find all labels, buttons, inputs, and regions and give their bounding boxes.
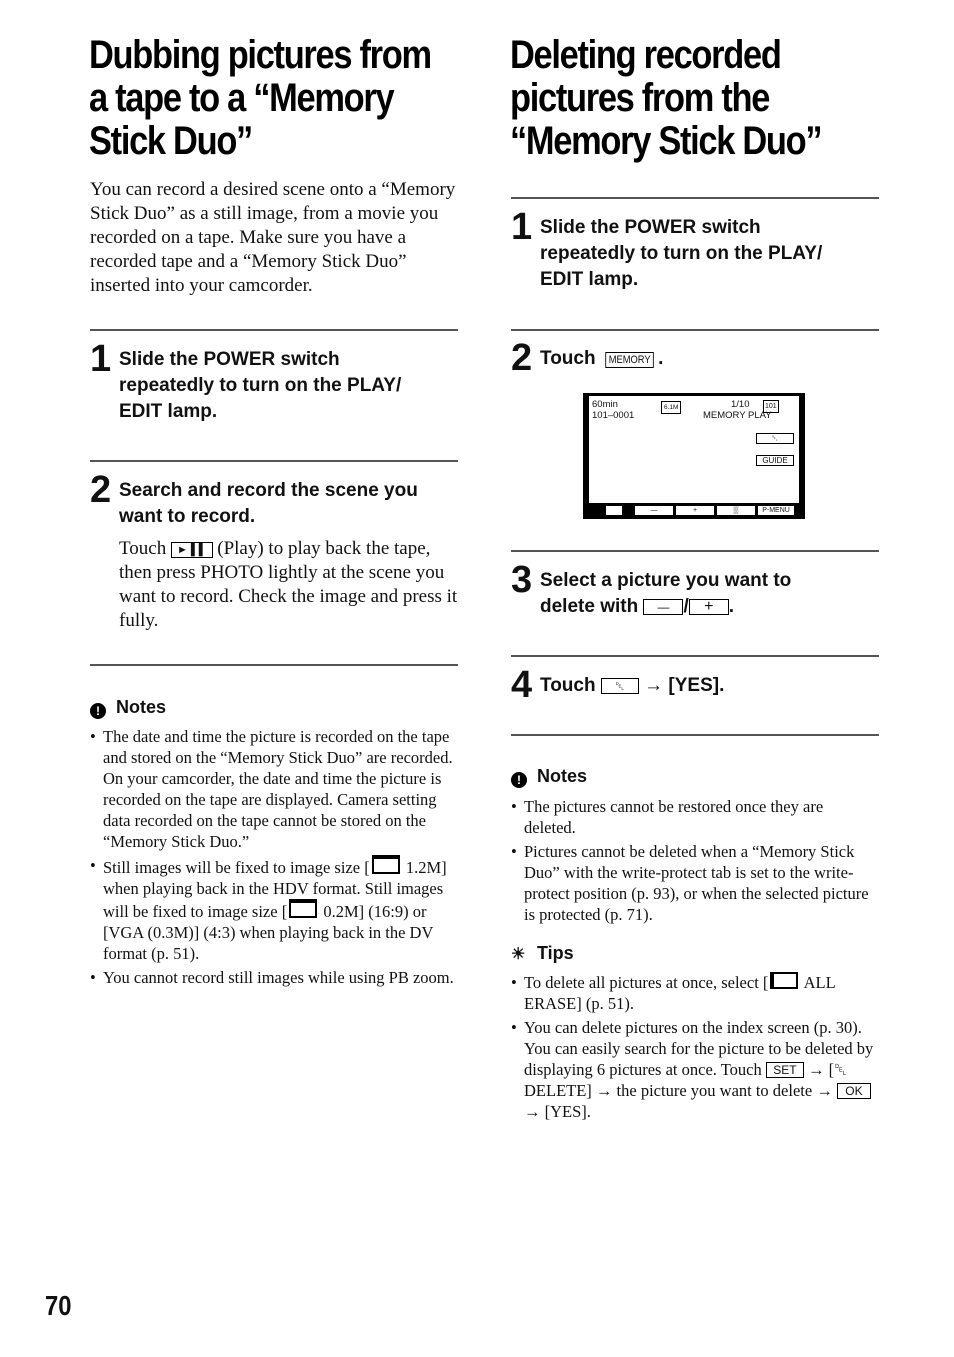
lcd-screen: [583, 393, 805, 519]
play-pause-icon: ► ▌▌: [171, 542, 213, 558]
p-menu-button[interactable]: P-MENU: [757, 505, 795, 516]
right-notes-heading: ! Notes: [511, 766, 587, 788]
divider: [90, 329, 458, 331]
list-item: • Pictures cannot be deleted when a “Memory Stick Duo” with the write-protect tab is set to the write-protect position (p. 93), or when the selected picture is protected (p. 71).: [511, 841, 871, 925]
file-number: 101–0001: [592, 410, 635, 421]
left-intro: You can record a desired scene onto a “Memory Stick Duo” as a still image, from a movie you recorded on a tape. Make sure you have a recorded tape and a “Memory Stick Duo” inserted into your camcorder.: [90, 179, 456, 296]
battery-indicator: 60min: [592, 399, 618, 410]
divider: [511, 550, 879, 552]
divider: [511, 329, 879, 331]
minus-icon: —: [643, 599, 683, 615]
right-notes-list: [511, 796, 871, 928]
list-item: • You cannot record still images while using PB zoom.: [90, 967, 456, 988]
notes-icon: !: [511, 772, 527, 788]
left-step-2-body: Touch ► ▌▌ (Play) to play back the tape, then press PHOTO lightly at the scene you want to record. Check the image and press it fully.: [119, 538, 458, 631]
plus-icon: +: [689, 599, 729, 615]
trash-icon: ␡: [834, 1060, 848, 1079]
plus-button[interactable]: +: [675, 505, 715, 516]
picture-counter: 1/10: [731, 399, 750, 410]
still-image-icon: [289, 899, 317, 918]
divider: [90, 664, 458, 666]
photo-button[interactable]: [605, 505, 623, 516]
guide-button[interactable]: GUIDE: [756, 455, 794, 466]
page-number: 70: [45, 1290, 72, 1321]
memory-stick-icon: [770, 972, 798, 989]
index-button[interactable]: ▒: [716, 505, 756, 516]
tips-list: [511, 972, 875, 1125]
list-item: • You can delete pictures on the index screen (p. 30). You can easily search for the picture to be deleted by displaying 6 pictures at once. Touch SET → [␡ DELETE] → the picture you want to delete → OK → [YES].: [511, 1017, 875, 1122]
right-title: Deleting recorded pictures from the “Memory Stick Duo”: [510, 33, 822, 163]
tips-heading: ☀ Tips: [511, 943, 574, 963]
list-item: • The date and time the picture is recorded on the tape and stored on the “Memory Stick Duo” are recorded. On your camcorder, the date and time the picture is recorded on the tape are displayed. Camera setting data recorded on the tape cannot be stored on the “Memory Stick Duo.”: [90, 726, 456, 852]
folder-number: 101: [763, 400, 779, 413]
left-notes-heading: ! Notes: [90, 697, 166, 719]
still-image-icon: [372, 855, 400, 874]
memory-button-icon: MEMORY: [605, 352, 654, 368]
minus-button[interactable]: —: [634, 505, 674, 516]
set-button-icon: SET: [766, 1062, 804, 1078]
divider: [511, 734, 879, 736]
image-size-indicator: 6.1M: [661, 401, 681, 414]
ok-button-icon: OK: [837, 1083, 871, 1099]
left-notes-list: [90, 726, 456, 991]
left-title: Dubbing pictures from a tape to a “Memory Stick Duo”: [89, 33, 431, 163]
divider: [511, 197, 879, 199]
divider: [90, 460, 458, 462]
list-item: • The pictures cannot be restored once they are deleted.: [511, 796, 871, 838]
trash-icon: ␡: [601, 678, 639, 694]
lightbulb-icon: ☀: [511, 946, 526, 963]
notes-icon: !: [90, 703, 106, 719]
mode-indicator: MEMORY PLAY: [703, 410, 772, 421]
divider: [511, 655, 879, 657]
list-item: • To delete all pictures at once, select [ ALL ERASE] (p. 51).: [511, 972, 875, 1014]
list-item: • Still images will be fixed to image size [ 1.2M] when playing back in the HDV format. Still images will be fixed to image size [ 0.2M] (16:9) or [VGA (0.3M)] (4:3) when playing back in the DV format (p. 51).: [90, 855, 456, 964]
trash-icon[interactable]: ␡: [756, 433, 794, 444]
